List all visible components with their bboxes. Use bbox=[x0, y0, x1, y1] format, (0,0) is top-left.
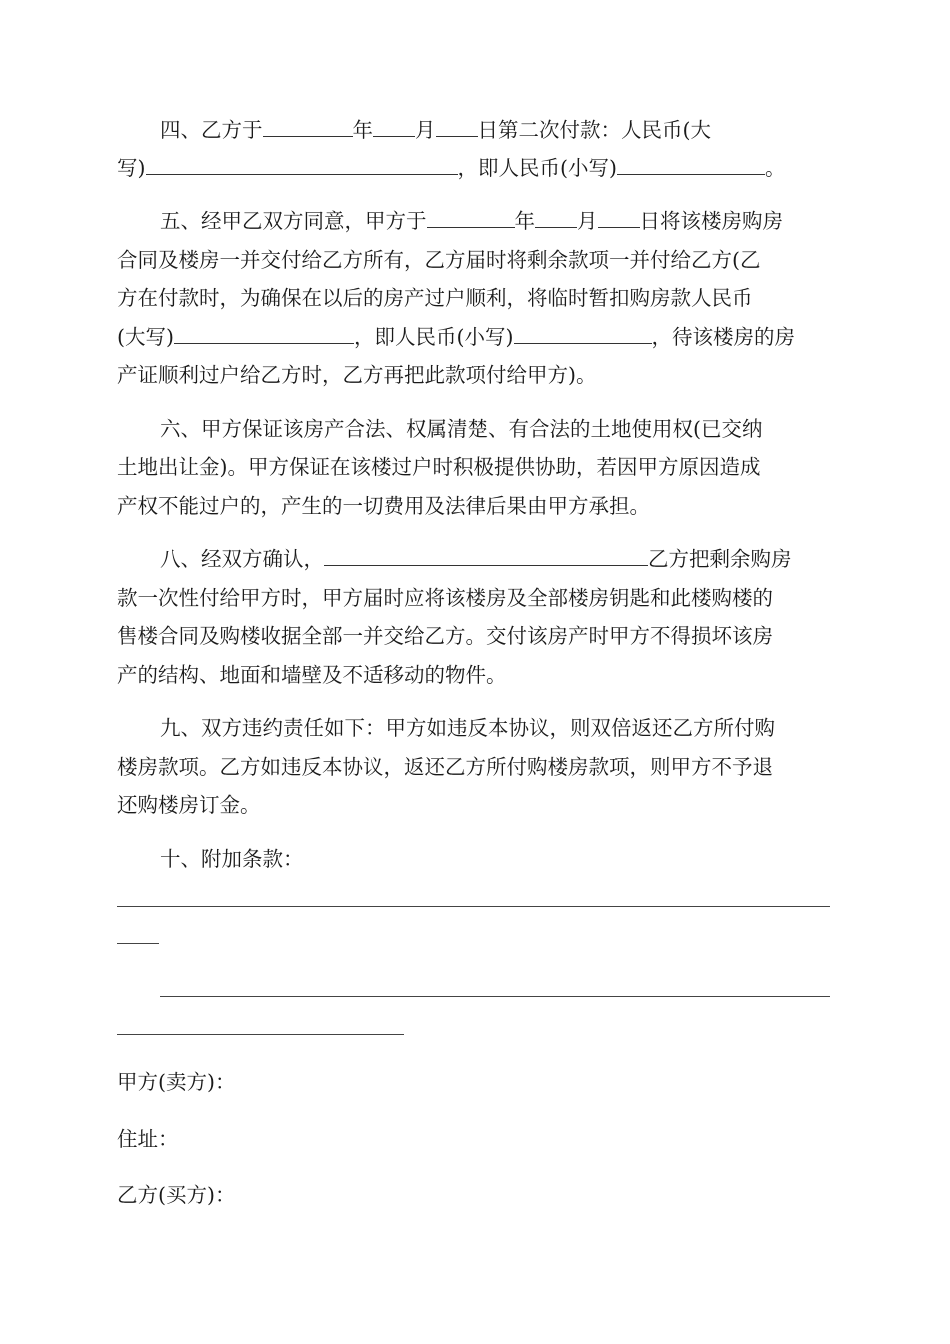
blank-amount-uppercase[interactable] bbox=[174, 325, 354, 344]
blank-amount-uppercase[interactable] bbox=[146, 156, 458, 175]
clause-4-text: ，即人民币(小写) bbox=[457, 156, 617, 180]
blank-year[interactable] bbox=[427, 209, 515, 228]
additional-terms-blank-1[interactable] bbox=[117, 906, 830, 907]
additional-terms-blank-2[interactable] bbox=[160, 996, 830, 997]
clause-5-text: (大写) bbox=[117, 325, 174, 349]
clause-5-line-1 bbox=[160, 208, 783, 234]
clause-4-text-cont: 日第二次付款：人民币(大 bbox=[477, 118, 711, 142]
clause-4-line-2 bbox=[117, 155, 786, 181]
blank-amount-lowercase[interactable] bbox=[514, 325, 652, 344]
clause-9-line-3: 还购楼房订金。 bbox=[117, 793, 261, 817]
blank-month[interactable] bbox=[535, 209, 577, 228]
clause-5-year-label: 年 bbox=[514, 209, 535, 233]
clause-9-line-2: 楼房款项。乙方如违反本协议，返还乙方所付购楼房款项，则甲方不予退 bbox=[117, 755, 773, 779]
clause-5-text: 日将该楼房购房 bbox=[639, 209, 783, 233]
address-label: 住址： bbox=[117, 1127, 179, 1151]
clause-10-title: 十、附加条款： bbox=[160, 847, 304, 871]
clause-5-text: ，待该楼房的房 bbox=[651, 325, 795, 349]
clause-4-text: 。 bbox=[765, 156, 786, 180]
clause-5-line-5: 产证顺利过户给乙方时，乙方再把此款项付给甲方)。 bbox=[117, 363, 597, 387]
clause-4-text: 四、乙方于 bbox=[160, 118, 263, 142]
clause-8-line-2: 款一次性付给甲方时，甲方届时应将该楼房及全部楼房钥匙和此楼购楼的 bbox=[117, 586, 773, 610]
clause-5-line-3: 方在付款时，为确保在以后的房产过户顺利，将临时暂扣购房款人民币 bbox=[117, 286, 753, 310]
blank-month[interactable] bbox=[373, 118, 415, 137]
clause-4-month-label: 月 bbox=[415, 118, 436, 142]
clause-6-line-3: 产权不能过户的，产生的一切费用及法律后果由甲方承担。 bbox=[117, 494, 650, 518]
clause-5-month-label: 月 bbox=[577, 209, 598, 233]
blank-day[interactable] bbox=[436, 118, 478, 137]
blank-day[interactable] bbox=[598, 209, 640, 228]
clause-5-line-4 bbox=[117, 324, 795, 350]
clause-8-line-3: 售楼合同及购楼收据全部一并交给乙方。交付该房产时甲方不得损坏该房 bbox=[117, 624, 773, 648]
clause-9-line-1: 九、双方违约责任如下：甲方如违反本协议，则双倍返还乙方所付购 bbox=[160, 716, 775, 740]
clause-8-text: 八、经双方确认， bbox=[160, 547, 324, 571]
blank-amount-lowercase[interactable] bbox=[617, 156, 765, 175]
blank-year[interactable] bbox=[263, 118, 353, 137]
additional-terms-blank-2-cont[interactable] bbox=[117, 1034, 404, 1035]
clause-4-line-1 bbox=[160, 117, 711, 143]
clause-8-line-1 bbox=[160, 546, 792, 572]
clause-5-line-2: 合同及楼房一并交付给乙方所有，乙方届时将剩余款项一并付给乙方(乙 bbox=[117, 248, 761, 272]
seller-signature-label: 甲方(卖方)： bbox=[117, 1070, 236, 1094]
clause-8-line-4: 产的结构、地面和墙壁及不适移动的物件。 bbox=[117, 663, 507, 687]
clause-5-text: 五、经甲乙双方同意，甲方于 bbox=[160, 209, 427, 233]
blank-confirmation[interactable] bbox=[324, 547, 648, 566]
clause-4-year-label: 年 bbox=[352, 118, 373, 142]
clause-6-line-2: 土地出让金)。甲方保证在该楼过户时积极提供协助，若因甲方原因造成 bbox=[117, 455, 761, 479]
clause-4-text: 写) bbox=[117, 156, 146, 180]
clause-8-text: 乙方把剩余购房 bbox=[648, 547, 792, 571]
clause-6-line-1: 六、甲方保证该房产合法、权属清楚、有合法的土地使用权(已交纳 bbox=[160, 417, 763, 441]
buyer-signature-label: 乙方(买方)： bbox=[117, 1183, 236, 1207]
additional-terms-blank-1-cont[interactable] bbox=[117, 943, 159, 944]
clause-5-text: ，即人民币(小写) bbox=[354, 325, 514, 349]
